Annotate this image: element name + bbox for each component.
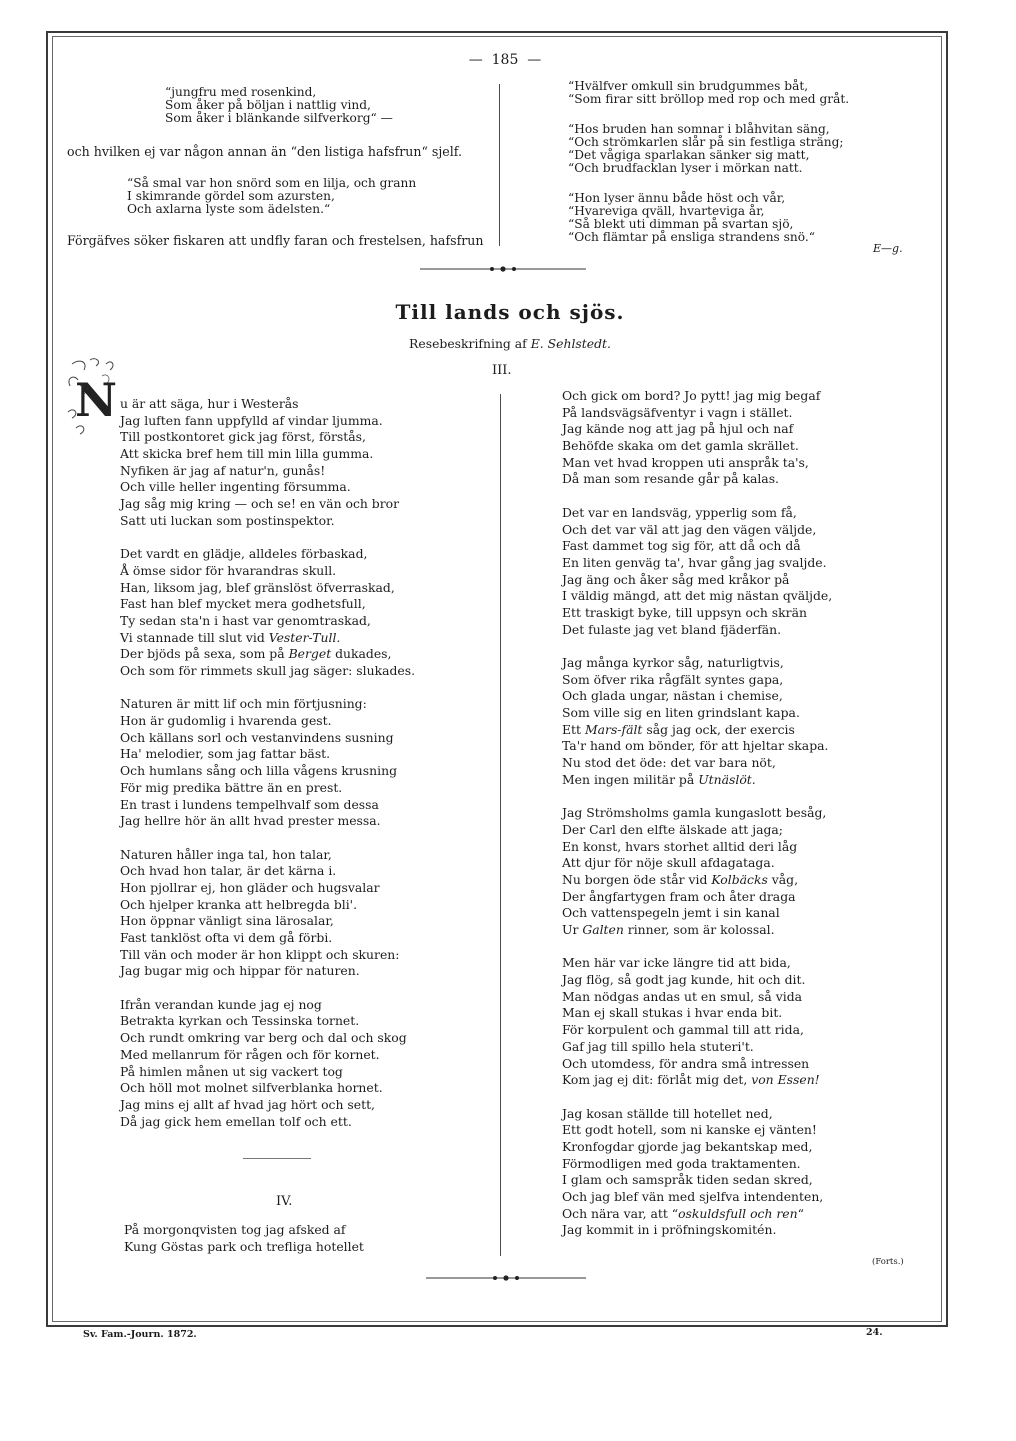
poem-line: Hon öppnar vänligt sina lärosalar, bbox=[120, 913, 334, 929]
stanza-gap bbox=[562, 1089, 832, 1106]
italic-name: Vester-Tull. bbox=[268, 629, 341, 645]
quote-block-1 bbox=[165, 86, 393, 125]
poem-line: “Och flämtar på ensliga strandens snö.“ bbox=[568, 230, 815, 244]
poem-line: Som ville sig en liten grindslant kapa. bbox=[562, 705, 800, 721]
poem-line: Ett traskigt byke, till uppsyn och skrän bbox=[562, 604, 807, 620]
poem-line: Å ömse sidor för hvarandras skull. bbox=[120, 562, 337, 578]
poem-column-left bbox=[120, 396, 415, 1130]
stanza-top-2 bbox=[568, 123, 844, 175]
poem-line: Jag många kyrkor såg, naturligtvis, bbox=[562, 655, 784, 670]
poem-line: På himlen månen ut sig vackert tog bbox=[120, 1063, 343, 1079]
poem-line: Jag kände nog att jag på hjul och naf bbox=[562, 421, 794, 437]
quote-line: Som åker i blänkande silfverkorg“ — bbox=[165, 111, 393, 125]
stanza-gap bbox=[120, 830, 415, 847]
poem-line: “Så blekt uti dimman på svartan sjö, bbox=[568, 217, 794, 231]
poem-line: Ifrån verandan kunde jag ej nog bbox=[120, 996, 322, 1012]
poem-line: Kung Göstas park och trefliga hotellet bbox=[124, 1238, 364, 1254]
poem-line: Naturen är mitt lif och min förtjusning: bbox=[120, 696, 367, 712]
dropcap-letter: N bbox=[74, 373, 118, 427]
poem-line: Det vardt en glädje, alldeles förbaskad, bbox=[120, 546, 368, 562]
poem-line: Jag bugar mig och hippar för naturen. bbox=[120, 963, 360, 979]
poem-line: Jag mins ej allt af hvad jag hört och sett, bbox=[120, 1096, 375, 1112]
quote-line: Som åker på böljan i nattlig vind, bbox=[165, 98, 371, 112]
poem-line: Behöfde skaka om det gamla skrället. bbox=[562, 438, 799, 454]
section-heading-iv: IV. bbox=[276, 1194, 293, 1209]
italic-name: von Essen! bbox=[751, 1072, 820, 1088]
section-separator bbox=[243, 1158, 311, 1159]
poem-line: Med mellanrum för rågen och för kornet. bbox=[120, 1046, 380, 1062]
poem-line: Jag kosan ställde till hotellet ned, bbox=[562, 1105, 773, 1121]
stanza-gap bbox=[562, 789, 832, 806]
stanza-gap bbox=[120, 980, 415, 997]
poem-line: Hon är gudomlig i hvarenda gest. bbox=[120, 713, 332, 729]
poem-line: Kronfogdar gjorde jag bekantskap med, bbox=[562, 1138, 813, 1154]
poem-line: “Hos bruden han somnar i blåhvitan säng, bbox=[568, 122, 830, 136]
poem-line: I glam och samspråk tiden sedan skred, bbox=[562, 1172, 813, 1188]
italic-name: Berget bbox=[288, 646, 332, 662]
poem-line: Men här var icke längre tid att bida, bbox=[562, 955, 791, 971]
stanza-top-1 bbox=[568, 80, 849, 106]
prose-line: och hvilken ej var någon annan än “den listiga hafsfrun“ sjelf. bbox=[67, 144, 462, 159]
quote-line: “jungfru med rosenkind, bbox=[165, 85, 317, 99]
poem-line: På morgonqvisten tog jag afsked af bbox=[124, 1222, 346, 1237]
poem-line: Fast tanklöst ofta vi dem gå förbi. bbox=[120, 930, 333, 945]
stanza-gap bbox=[562, 939, 832, 956]
poem-line: Ty sedan sta'n i hast var genomtraskad, bbox=[120, 612, 371, 628]
quote-block-2 bbox=[127, 177, 416, 216]
poem-line: Jag såg mig kring — och se! en vän och bror bbox=[120, 496, 400, 512]
poem-line: Jag flög, så godt jag kunde, hit och dit. bbox=[562, 972, 806, 988]
poem-line: Gaf jag till spillo hela stuteri't. bbox=[562, 1038, 754, 1054]
poem-line: Naturen håller inga tal, hon talar, bbox=[120, 846, 332, 862]
poem-line: “Och brudfacklan lyser i mörkan natt. bbox=[568, 161, 803, 175]
poem-line: Och som för rimmets skull jag säger: slukades. bbox=[120, 663, 416, 678]
italic-name: Kolbäcks bbox=[711, 871, 768, 887]
poem-line: Och ville heller ingenting försumma. bbox=[120, 479, 351, 495]
poem-line: Nu borgen öde står vid Kolbäcks våg, bbox=[562, 871, 799, 887]
poem-line: Han, liksom jag, blef gränslöst öfverraskad, bbox=[120, 579, 395, 595]
page-number: — 185 — bbox=[468, 52, 542, 68]
poem-column-right bbox=[562, 388, 832, 1239]
poem-line: Och källans sorl och vestanvindens susning bbox=[120, 729, 394, 745]
poem-line: “Det vågiga sparlakan sänker sig matt, bbox=[568, 148, 810, 162]
poem-line: Nyfiken är jag af natur'n, gunås! bbox=[120, 462, 326, 478]
stanza-gap bbox=[562, 638, 832, 655]
footer-journal: Sv. Fam.-Journ. 1872. bbox=[83, 1329, 197, 1340]
poem-line: Till postkontoret gick jag först, förstås, bbox=[120, 429, 366, 445]
poem-line: “Hvareviga qväll, hvarteviga år, bbox=[568, 204, 765, 218]
section-heading-iii: III. bbox=[492, 363, 512, 378]
ornament-rule-bottom bbox=[426, 1273, 586, 1283]
stanza-top-3 bbox=[568, 192, 815, 244]
poem-line: Och rundt omkring var berg och dal och skog bbox=[120, 1030, 407, 1046]
poem-line: Att skicka bref hem till min lilla gumma. bbox=[120, 446, 374, 462]
poem-line: Att djur för nöje skull afdagataga. bbox=[562, 855, 775, 871]
poem-line: Då man som resande går på kalas. bbox=[562, 471, 779, 487]
poem-line: I väldig mängd, att det mig nästan qväljde, bbox=[562, 588, 833, 604]
poem-line: Och hvad hon talar, är det kärna i. bbox=[120, 863, 337, 879]
italic-name: Mars-fält bbox=[584, 721, 643, 737]
poem-line: Hon pjollrar ej, hon gläder och hugsvalar bbox=[120, 879, 380, 895]
poem-line: Då jag gick hem emellan tolf och ett. bbox=[120, 1113, 352, 1129]
subtitle-prefix: Resebeskrifning af bbox=[409, 336, 531, 351]
column-divider-top bbox=[499, 84, 500, 246]
poem-line: u är att säga, hur i Westerås bbox=[120, 396, 299, 411]
poem-line: Och jag blef vän med sjelfva intendenten, bbox=[562, 1189, 824, 1204]
poem-line: Ta'r hand om bönder, för att hjeltar skapa. bbox=[562, 738, 829, 754]
poem-line: Der bjöds på sexa, som på Berget dukades, bbox=[120, 646, 392, 662]
poem-line: Man ej skall stukas i hvar enda bit. bbox=[562, 1005, 783, 1021]
iv-lines bbox=[124, 1222, 364, 1255]
poem-line: Och vattenspegeln jemt i sin kanal bbox=[562, 905, 780, 921]
ornament-rule-top bbox=[420, 264, 586, 274]
poem-line: Ett godt hotell, som ni kanske ej vänten! bbox=[562, 1122, 817, 1138]
poem-line: Ett Mars-fält såg jag ock, der exercis bbox=[562, 721, 795, 737]
article-subtitle bbox=[340, 336, 680, 351]
poem-line: Vi stannade till slut vid Vester-Tull. bbox=[120, 629, 341, 645]
stanza-gap bbox=[562, 488, 832, 505]
poem-line: Det var en landsväg, ypperlig som få, bbox=[562, 504, 797, 520]
poem-line: “Hon lyser ännu både höst och vår, bbox=[568, 191, 786, 205]
poem-line: Nu stod det öde: det var bara nöt, bbox=[562, 755, 776, 771]
poem-line: Jag luften fann uppfylld af vindar ljumma. bbox=[120, 412, 383, 428]
continued-note: (Forts.) bbox=[872, 1257, 904, 1267]
poem-line: För korpulent och gammal till att rida, bbox=[562, 1022, 804, 1038]
footer-signature-number: 24. bbox=[866, 1327, 883, 1338]
poem-line: En konst, hvars storhet alltid deri låg bbox=[562, 838, 798, 854]
poem-line: Jag hellre hör än allt hvad prester messa. bbox=[120, 813, 381, 829]
poem-line: Betrakta kyrkan och Tessinska tornet. bbox=[120, 1013, 360, 1029]
quote-line: Och axlarna lyste som ädelsten.“ bbox=[127, 202, 331, 216]
prose-line: Förgäfves söker fiskaren att undfly faran och frestelsen, hafsfrun bbox=[67, 233, 484, 248]
poem-line: Och gick om bord? Jo pytt! jag mig begaf bbox=[562, 388, 821, 403]
poem-line: För mig predika bättre än en prest. bbox=[120, 779, 343, 795]
quote-line: “Så smal var hon snörd som en lilja, och grann bbox=[127, 176, 417, 190]
poem-line: “Hvälfver omkull sin brudgummes båt, bbox=[568, 79, 809, 93]
poem-line: Som öfver rika rågfält syntes gapa, bbox=[562, 671, 784, 687]
poem-line: På landsvägsäfventyr i vagn i stället. bbox=[562, 404, 793, 420]
poem-line: Och utomdess, för andra små intressen bbox=[562, 1055, 810, 1071]
italic-name: oskuldsfull och ren bbox=[678, 1205, 798, 1221]
signature: E—g. bbox=[873, 242, 903, 255]
poem-line: Ha' melodier, som jag fattar bäst. bbox=[120, 746, 331, 762]
column-divider-main bbox=[500, 394, 501, 1256]
poem-line: Ur Galten rinner, som är kolossal. bbox=[562, 922, 775, 937]
poem-line: Till vän och moder är hon klippt och skuren: bbox=[120, 946, 400, 962]
poem-line: Satt uti luckan som postinspektor. bbox=[120, 512, 335, 528]
poem-line: Fast dammet tog sig för, att då och då bbox=[562, 538, 801, 554]
poem-line: Och hjelper kranka att helbregda bli'. bbox=[120, 896, 358, 912]
dropcap-ornament bbox=[66, 356, 118, 438]
poem-line: Och det var väl att jag den vägen väljde, bbox=[562, 521, 817, 537]
poem-line: Jag äng och åker såg med kråkor på bbox=[562, 571, 790, 587]
poem-line: Der ångfartygen fram och åter draga bbox=[562, 888, 796, 904]
italic-name: Galten bbox=[582, 922, 624, 937]
author-name: E. Sehlstedt. bbox=[530, 336, 611, 351]
quote-line: I skimrande gördel som azursten, bbox=[127, 189, 335, 203]
poem-line: “Och strömkarlen slår på sin festliga sträng; bbox=[568, 135, 844, 149]
poem-line: Och humlans sång och lilla vågens krusning bbox=[120, 763, 397, 779]
poem-line: Fast han blef mycket mera godhetsfull, bbox=[120, 596, 366, 612]
poem-line: Man nödgas andas ut en smul, så vida bbox=[562, 988, 803, 1004]
poem-line: Det fulaste jag vet bland fjäderfän. bbox=[562, 621, 782, 637]
poem-line: Men ingen militär på Utnäslöt. bbox=[562, 771, 756, 787]
stanza-gap bbox=[120, 530, 415, 547]
article-title: Till lands och sjös. bbox=[395, 300, 625, 324]
poem-line: En liten genväg ta', hvar gång jag svaljde. bbox=[562, 554, 827, 570]
poem-line: Och höll mot molnet silfverblanka hornet. bbox=[120, 1080, 383, 1096]
poem-line: Och glada ungar, nästan i chemise, bbox=[562, 688, 783, 704]
poem-line: Der Carl den elfte älskade att jaga; bbox=[562, 821, 783, 837]
poem-line: Kom jag ej dit: förlåt mig det, von Essen! bbox=[562, 1072, 820, 1088]
poem-line: Man vet hvad kroppen uti anspråk ta's, bbox=[562, 454, 809, 470]
poem-line: Förmodligen med goda traktamenten. bbox=[562, 1155, 801, 1171]
poem-line: “Som firar sitt bröllop med rop och med gråt. bbox=[568, 92, 850, 106]
poem-line: Jag kommit in i pröfningskomitén. bbox=[562, 1222, 777, 1238]
poem-line: Jag Strömsholms gamla kungaslott besåg, bbox=[562, 805, 827, 821]
poem-line: En trast i lundens tempelhvalf som dessa bbox=[120, 796, 379, 812]
stanza-gap bbox=[120, 680, 415, 697]
poem-line: Och nära var, att “oskuldsfull och ren“ bbox=[562, 1205, 804, 1221]
italic-name: Utnäslöt. bbox=[698, 771, 756, 787]
